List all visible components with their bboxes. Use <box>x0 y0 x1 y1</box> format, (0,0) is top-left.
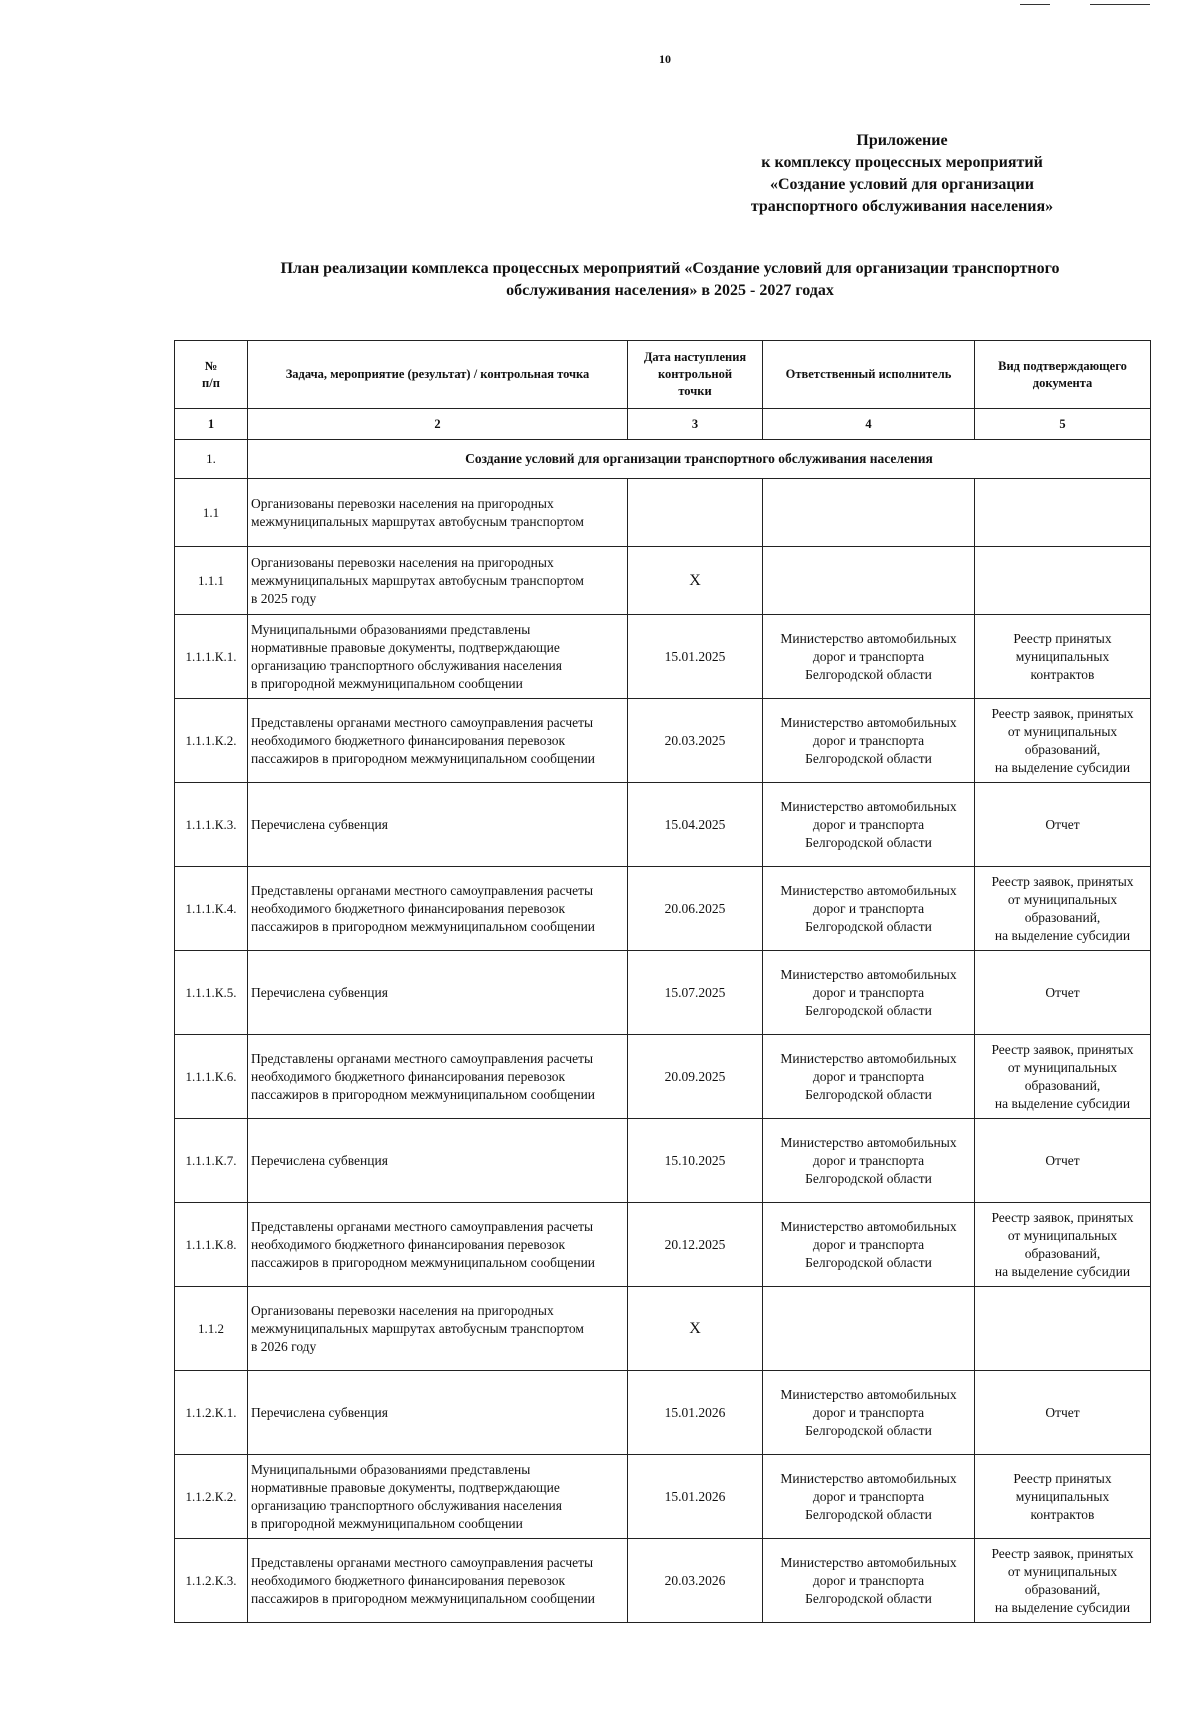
row-executor <box>763 547 975 615</box>
cell-line: Министерство автомобильных <box>780 1386 957 1402</box>
header-number <box>175 341 248 409</box>
row-date: 15.01.2026 <box>628 1455 763 1539</box>
row-document <box>975 1455 1151 1539</box>
table-row <box>175 547 1151 615</box>
cell-line: от муниципальных <box>1007 891 1118 907</box>
table-row <box>175 951 1151 1035</box>
cell-line: Отчет <box>1045 1152 1080 1168</box>
row-number: 1.1.1 <box>175 547 248 615</box>
cell-line: Министерство автомобильных <box>780 798 957 814</box>
cell-line: Министерство автомобильных <box>780 1554 957 1570</box>
row-date: 15.01.2026 <box>628 1371 763 1455</box>
cell-line: дорог и транспорта <box>812 1236 925 1252</box>
cell-line: Реестр заявок, принятых <box>991 1545 1134 1561</box>
row-date <box>628 479 763 547</box>
cell-line: пассажиров в пригородном межмуниципальном сообщении <box>251 1590 596 1606</box>
column-index: 5 <box>975 409 1151 440</box>
cell-line: дорог и транспорта <box>812 984 925 1000</box>
cell-line: на выделение субсидии <box>994 1599 1131 1615</box>
section-title: Создание условий для организации транспортного обслуживания населения <box>248 440 1151 479</box>
cell-line: на выделение субсидии <box>994 1095 1131 1111</box>
table-row <box>175 783 1151 867</box>
table-row <box>175 1539 1151 1623</box>
row-task <box>248 1119 628 1203</box>
cell-line: Представлены органами местного самоуправления расчеты <box>251 882 594 898</box>
row-number: 1.1.2.К.2. <box>175 1455 248 1539</box>
row-document <box>975 1287 1151 1371</box>
cell-line: Реестр заявок, принятых <box>991 705 1134 721</box>
cell-line: Белгородской области <box>805 1254 932 1270</box>
row-number: 1.1.1.К.3. <box>175 783 248 867</box>
row-number: 1.1.1.К.2. <box>175 699 248 783</box>
cell-line: Белгородской области <box>805 666 932 682</box>
cell-line: дорог и транспорта <box>812 1572 925 1588</box>
row-document <box>975 615 1151 699</box>
row-document <box>975 699 1151 783</box>
cell-line: Реестр принятых <box>1013 1470 1112 1486</box>
cell-line: организацию транспортного обслуживания населения <box>251 1497 562 1513</box>
cell-line: Представлены органами местного самоуправления расчеты <box>251 1050 594 1066</box>
table-row <box>175 1119 1151 1203</box>
cell-line: в пригородной межмуниципальном сообщении <box>251 675 523 691</box>
cell-line: Организованы перевозки населения на пригородных <box>251 495 554 511</box>
row-date: 15.01.2025 <box>628 615 763 699</box>
row-task <box>248 1203 628 1287</box>
header-text: Дата наступления <box>643 350 747 364</box>
row-task <box>248 1539 628 1623</box>
row-number: 1.1.1.К.4. <box>175 867 248 951</box>
cell-line: Белгородской области <box>805 1506 932 1522</box>
cell-line: на выделение субсидии <box>994 927 1131 943</box>
row-document <box>975 1035 1151 1119</box>
table-row <box>175 1287 1151 1371</box>
row-document <box>975 547 1151 615</box>
cell-line: Белгородской области <box>805 750 932 766</box>
table-row <box>175 1455 1151 1539</box>
row-number: 1.1 <box>175 479 248 547</box>
cell-line: пассажиров в пригородном межмуниципальном сообщении <box>251 1086 596 1102</box>
cell-line: Перечислена субвенция <box>251 816 388 832</box>
cell-line: межмуниципальных маршрутах автобусным транспортом <box>251 513 584 529</box>
row-date: 15.04.2025 <box>628 783 763 867</box>
row-date: Х <box>628 547 763 615</box>
cell-line: Реестр принятых <box>1013 630 1112 646</box>
page-number: 10 <box>659 52 671 66</box>
cell-line: образований, <box>1024 1077 1101 1093</box>
row-task <box>248 699 628 783</box>
row-executor <box>763 699 975 783</box>
row-date: 15.07.2025 <box>628 951 763 1035</box>
cell-line: нормативные правовые документы, подтверждающие <box>251 639 560 655</box>
column-index: 1 <box>175 409 248 440</box>
cell-line: Белгородской области <box>805 1170 932 1186</box>
appendix-line: к комплексу процессных мероприятий <box>761 154 1043 171</box>
row-task <box>248 783 628 867</box>
cell-line: Представлены органами местного самоуправления расчеты <box>251 1218 594 1234</box>
row-document <box>975 1539 1151 1623</box>
row-task <box>248 479 628 547</box>
row-task <box>248 615 628 699</box>
row-document <box>975 783 1151 867</box>
cell-line: дорог и транспорта <box>812 1488 925 1504</box>
row-executor <box>763 615 975 699</box>
row-executor <box>763 1119 975 1203</box>
table-row <box>175 867 1151 951</box>
row-number: 1.1.1.К.1. <box>175 615 248 699</box>
cell-line: Министерство автомобильных <box>780 966 957 982</box>
cell-line: дорог и транспорта <box>812 732 925 748</box>
row-executor <box>763 1287 975 1371</box>
row-executor <box>763 1455 975 1539</box>
row-executor <box>763 783 975 867</box>
cell-line: пассажиров в пригородном межмуниципальном сообщении <box>251 918 596 934</box>
cell-line: Муниципальными образованиями представлены <box>251 1461 531 1477</box>
cell-line: нормативные правовые документы, подтверждающие <box>251 1479 560 1495</box>
row-document <box>975 479 1151 547</box>
table-row <box>175 1371 1151 1455</box>
cell-line: дорог и транспорта <box>812 900 925 916</box>
cell-line: Министерство автомобильных <box>780 882 957 898</box>
header-text: Ответственный исполнитель <box>785 367 952 381</box>
row-number: 1.1.1.К.8. <box>175 1203 248 1287</box>
cell-line: от муниципальных <box>1007 1059 1118 1075</box>
row-number: 1.1.1.К.6. <box>175 1035 248 1119</box>
header-text: контрольной <box>657 367 733 381</box>
cell-line: Министерство автомобильных <box>780 714 957 730</box>
row-number: 1.1.2 <box>175 1287 248 1371</box>
header-date <box>628 341 763 409</box>
row-executor <box>763 479 975 547</box>
cell-line: Реестр заявок, принятых <box>991 873 1134 889</box>
cell-line: муниципальных <box>1015 648 1110 664</box>
cell-line: Белгородской области <box>805 834 932 850</box>
cell-line: Министерство автомобильных <box>780 1050 957 1066</box>
row-task <box>248 1371 628 1455</box>
section-number: 1. <box>175 440 248 479</box>
cell-line: Отчет <box>1045 1404 1080 1420</box>
table-row <box>175 615 1151 699</box>
row-task <box>248 1035 628 1119</box>
cell-line: от муниципальных <box>1007 723 1118 739</box>
row-document <box>975 1203 1151 1287</box>
section-row <box>175 440 1151 479</box>
cell-line: в 2026 году <box>251 1338 317 1354</box>
cell-line: муниципальных <box>1015 1488 1110 1504</box>
cell-line: на выделение субсидии <box>994 1263 1131 1279</box>
plan-title <box>200 258 1140 302</box>
scan-edge-mark <box>1020 4 1050 5</box>
plan-table <box>174 340 1151 1623</box>
column-index: 4 <box>763 409 975 440</box>
row-executor <box>763 1203 975 1287</box>
cell-line: контрактов <box>1030 1506 1095 1522</box>
row-task <box>248 1287 628 1371</box>
cell-line: межмуниципальных маршрутах автобусным транспортом <box>251 1320 584 1336</box>
cell-line: пассажиров в пригородном межмуниципальном сообщении <box>251 1254 596 1270</box>
header-text: Вид подтверждающего <box>998 358 1127 373</box>
header-row <box>175 341 1151 409</box>
appendix-line: Приложение <box>856 132 948 149</box>
cell-line: образований, <box>1024 741 1101 757</box>
header-text: п/п <box>202 375 220 390</box>
cell-line: Отчет <box>1045 816 1080 832</box>
row-number: 1.1.2.К.1. <box>175 1371 248 1455</box>
row-date: 20.12.2025 <box>628 1203 763 1287</box>
header-text: документа <box>1032 375 1093 390</box>
cell-line: Перечислена субвенция <box>251 1404 388 1420</box>
cell-line: необходимого бюджетного финансирования перевозок <box>251 732 566 748</box>
cell-line: Организованы перевозки населения на пригородных <box>251 1302 554 1318</box>
cell-line: дорог и транспорта <box>812 1404 925 1420</box>
cell-line: Белгородской области <box>805 1590 932 1606</box>
cell-line: дорог и транспорта <box>812 816 925 832</box>
cell-line: Организованы перевозки населения на пригородных <box>251 554 554 570</box>
row-document <box>975 867 1151 951</box>
row-executor <box>763 1539 975 1623</box>
cell-line: дорог и транспорта <box>812 1152 925 1168</box>
appendix-line: транспортного обслуживания населения» <box>750 198 1054 215</box>
cell-line: от муниципальных <box>1007 1227 1118 1243</box>
cell-line: Представлены органами местного самоуправления расчеты <box>251 714 594 730</box>
header-executor <box>763 341 975 409</box>
cell-line: Белгородской области <box>805 918 932 934</box>
row-date: 20.03.2025 <box>628 699 763 783</box>
row-task <box>248 1455 628 1539</box>
plan-title-line: обслуживания населения» в 2025 - 2027 годах <box>506 282 834 299</box>
cell-line: от муниципальных <box>1007 1563 1118 1579</box>
column-index: 2 <box>248 409 628 440</box>
row-document <box>975 951 1151 1035</box>
row-executor <box>763 867 975 951</box>
cell-line: контрактов <box>1030 666 1095 682</box>
table-row <box>175 479 1151 547</box>
cell-line: Министерство автомобильных <box>780 1134 957 1150</box>
cell-line: необходимого бюджетного финансирования перевозок <box>251 1236 566 1252</box>
cell-line: в пригородной межмуниципальном сообщении <box>251 1515 523 1531</box>
row-task <box>248 867 628 951</box>
row-executor <box>763 1371 975 1455</box>
header-text: № <box>204 358 218 373</box>
row-document <box>975 1371 1151 1455</box>
cell-line: образований, <box>1024 1245 1101 1261</box>
row-task <box>248 951 628 1035</box>
table-row <box>175 699 1151 783</box>
row-task <box>248 547 628 615</box>
cell-line: Белгородской области <box>805 1422 932 1438</box>
cell-line: дорог и транспорта <box>812 648 925 664</box>
cell-line: Перечислена субвенция <box>251 1152 388 1168</box>
cell-line: Перечислена субвенция <box>251 984 388 1000</box>
row-date: Х <box>628 1287 763 1371</box>
cell-line: на выделение субсидии <box>994 759 1131 775</box>
cell-line: образований, <box>1024 909 1101 925</box>
cell-line: межмуниципальных маршрутах автобусным транспортом <box>251 572 584 588</box>
scan-edge-mark <box>1090 4 1150 5</box>
cell-line: Белгородской области <box>805 1002 932 1018</box>
cell-line: Реестр заявок, принятых <box>991 1209 1134 1225</box>
column-index-row <box>175 409 1151 440</box>
row-document <box>975 1119 1151 1203</box>
appendix-line: «Создание условий для организации <box>769 176 1034 193</box>
row-date: 20.06.2025 <box>628 867 763 951</box>
row-date: 20.03.2026 <box>628 1539 763 1623</box>
row-executor <box>763 1035 975 1119</box>
plan-title-line: План реализации комплекса процессных мероприятий «Создание условий для организации транспортного <box>280 260 1060 277</box>
row-date: 15.10.2025 <box>628 1119 763 1203</box>
cell-line: Реестр заявок, принятых <box>991 1041 1134 1057</box>
cell-line: Белгородской области <box>805 1086 932 1102</box>
row-executor <box>763 951 975 1035</box>
cell-line: необходимого бюджетного финансирования перевозок <box>251 1068 566 1084</box>
header-text: точки <box>678 384 712 398</box>
cell-line: Министерство автомобильных <box>780 1470 957 1486</box>
cell-line: дорог и транспорта <box>812 1068 925 1084</box>
row-number: 1.1.2.К.3. <box>175 1539 248 1623</box>
cell-line: Отчет <box>1045 984 1080 1000</box>
row-date: 20.09.2025 <box>628 1035 763 1119</box>
cell-line: Министерство автомобильных <box>780 1218 957 1234</box>
cell-line: Муниципальными образованиями представлены <box>251 621 531 637</box>
cell-line: пассажиров в пригородном межмуниципальном сообщении <box>251 750 596 766</box>
cell-line: необходимого бюджетного финансирования перевозок <box>251 1572 566 1588</box>
row-number: 1.1.1.К.7. <box>175 1119 248 1203</box>
cell-line: в 2025 году <box>251 590 317 606</box>
appendix-header <box>692 130 1112 218</box>
cell-line: организацию транспортного обслуживания населения <box>251 657 562 673</box>
header-task <box>248 341 628 409</box>
cell-line: необходимого бюджетного финансирования перевозок <box>251 900 566 916</box>
cell-line: Министерство автомобильных <box>780 630 957 646</box>
table-row <box>175 1203 1151 1287</box>
column-index: 3 <box>628 409 763 440</box>
row-number: 1.1.1.К.5. <box>175 951 248 1035</box>
header-text: Задача, мероприятие (результат) / контрольная точка <box>285 367 590 381</box>
cell-line: Представлены органами местного самоуправления расчеты <box>251 1554 594 1570</box>
table-row <box>175 1035 1151 1119</box>
header-document <box>975 341 1151 409</box>
cell-line: образований, <box>1024 1581 1101 1597</box>
